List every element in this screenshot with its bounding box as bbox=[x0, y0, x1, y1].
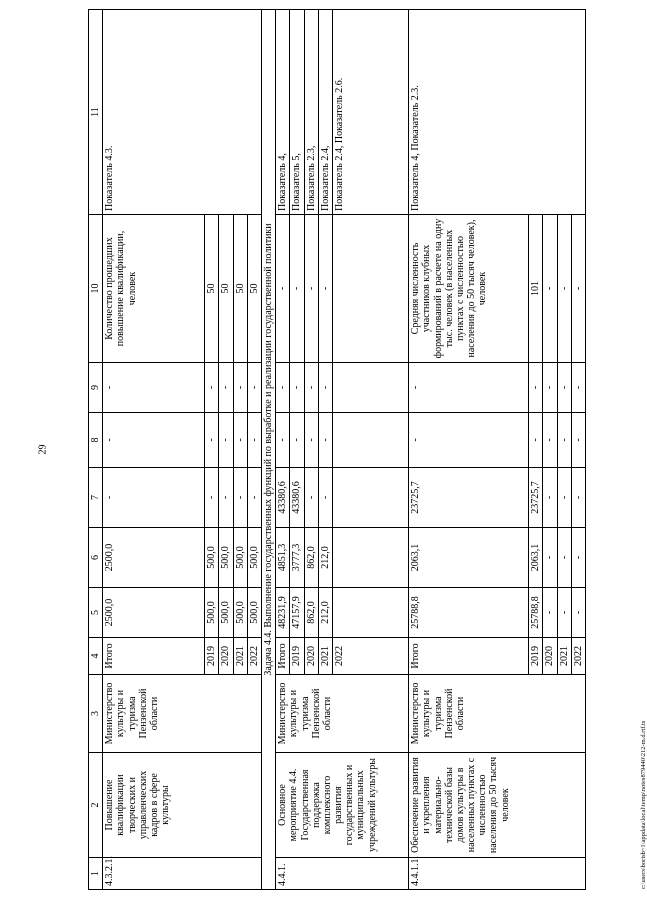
value-cell: - bbox=[557, 468, 571, 528]
period-cell: Итого bbox=[409, 638, 529, 675]
value-cell: - bbox=[276, 413, 290, 468]
value-cell: 47157,9 bbox=[290, 588, 304, 638]
year-cell: 2020 bbox=[543, 638, 557, 675]
value-cell: - bbox=[247, 468, 261, 528]
header-cell: 4 bbox=[89, 638, 103, 675]
header-cell: 9 bbox=[89, 363, 103, 413]
value-cell: - bbox=[557, 363, 571, 413]
value-cell: - bbox=[247, 413, 261, 468]
row-name: Повышение квалификации творческих и управленческих кадров в сфере культуры bbox=[103, 753, 262, 858]
header-cell: 11 bbox=[89, 10, 103, 215]
value-cell: - bbox=[304, 468, 318, 528]
year-cell: 2019 bbox=[529, 638, 543, 675]
value-cell: - bbox=[304, 363, 318, 413]
indicator-ref: Показатель 5, bbox=[290, 10, 304, 215]
value-cell: - bbox=[219, 468, 233, 528]
value-cell: - bbox=[557, 588, 571, 638]
header-cell: 7 bbox=[89, 468, 103, 528]
table-row bbox=[409, 10, 529, 890]
table-row bbox=[276, 10, 290, 890]
value-cell: - bbox=[219, 413, 233, 468]
value-cell: 2500,0 bbox=[103, 588, 205, 638]
value-cell: 500,0 bbox=[233, 588, 247, 638]
value-cell bbox=[332, 215, 408, 363]
value-cell: 862,0 bbox=[304, 588, 318, 638]
value-cell: 500,0 bbox=[205, 528, 219, 588]
value-cell: - bbox=[409, 363, 529, 413]
task-title: Задача 4.4. Выполнение государственных функций по выработке и реализации государственной политики bbox=[261, 10, 275, 890]
value-cell: - bbox=[571, 468, 585, 528]
value-cell: - bbox=[557, 528, 571, 588]
indicator-ref: Показатель 4, Показатель 2.3. bbox=[409, 10, 586, 215]
header-cell: 8 bbox=[89, 413, 103, 468]
value-cell bbox=[332, 413, 408, 468]
value-cell: - bbox=[543, 588, 557, 638]
value-cell: 48231,9 bbox=[276, 588, 290, 638]
value-cell: - bbox=[557, 215, 571, 363]
value-cell: - bbox=[571, 215, 585, 363]
period-cell: Итого bbox=[103, 638, 205, 675]
value-cell: 500,0 bbox=[247, 588, 261, 638]
row-name: Обеспечение развития и укрепления материально-технической базы домов культуры в населенных пунктах с численностью населения до 50 тысяч человек bbox=[409, 753, 586, 858]
row-name: Основное мероприятие 4.4. Государственная поддержка комплексного развития государственных и муниципальных учреждений культуры bbox=[276, 753, 409, 858]
value-cell: 23725,7 bbox=[409, 468, 529, 528]
row-code: 4.4.1.1. bbox=[409, 858, 586, 890]
value-cell: - bbox=[276, 215, 290, 363]
value-cell: 500,0 bbox=[247, 528, 261, 588]
row-executor: Министерство культуры и туризма Пензенской области bbox=[276, 675, 409, 753]
header-cell: 1 bbox=[89, 858, 103, 890]
value-cell: - bbox=[543, 468, 557, 528]
value-cell: 50 bbox=[247, 215, 261, 363]
value-cell: 50 bbox=[233, 215, 247, 363]
value-cell: 4851,3 bbox=[276, 528, 290, 588]
program-table bbox=[88, 9, 586, 890]
value-cell bbox=[332, 468, 408, 528]
value-cell: 500,0 bbox=[205, 588, 219, 638]
header-cell: 3 bbox=[89, 675, 103, 753]
value-cell: - bbox=[233, 468, 247, 528]
value-cell: - bbox=[529, 363, 543, 413]
value-cell: - bbox=[318, 215, 332, 363]
value-cell: 212,0 bbox=[318, 528, 332, 588]
value-cell: - bbox=[571, 413, 585, 468]
value-cell: - bbox=[233, 413, 247, 468]
year-cell: 2020 bbox=[304, 638, 318, 675]
value-cell: - bbox=[103, 413, 205, 468]
header-cell: 2 bbox=[89, 753, 103, 858]
year-cell: 2019 bbox=[205, 638, 219, 675]
value-cell: - bbox=[571, 588, 585, 638]
value-cell: 23725,7 bbox=[529, 468, 543, 528]
year-cell: 2022 bbox=[571, 638, 585, 675]
value-cell: 500,0 bbox=[219, 588, 233, 638]
rotated-page bbox=[88, 10, 647, 890]
value-cell: 2063,1 bbox=[409, 528, 529, 588]
value-cell: - bbox=[233, 363, 247, 413]
value-cell: 3777,3 bbox=[290, 528, 304, 588]
value-cell: - bbox=[543, 413, 557, 468]
year-cell: 2021 bbox=[557, 638, 571, 675]
header-cell: 6 bbox=[89, 528, 103, 588]
indicator-ref: Показатель 4.3. bbox=[103, 10, 262, 215]
value-cell: - bbox=[205, 363, 219, 413]
table-row bbox=[103, 10, 205, 890]
value-cell: 25788,8 bbox=[529, 588, 543, 638]
value-cell: - bbox=[290, 363, 304, 413]
header-row bbox=[89, 10, 103, 890]
value-cell: - bbox=[219, 363, 233, 413]
footer-path: c:\users\borisb~1\appdata\local\temp\notes879440\212-m.d.rtf.ts bbox=[640, 720, 647, 889]
value-cell: 212,0 bbox=[318, 588, 332, 638]
value-cell: - bbox=[290, 413, 304, 468]
value-cell bbox=[332, 588, 408, 638]
value-cell: - bbox=[304, 413, 318, 468]
value-cell: 500,0 bbox=[233, 528, 247, 588]
value-cell: - bbox=[571, 528, 585, 588]
row-executor: Министерство культуры и туризма Пензенской области bbox=[103, 675, 262, 753]
task-row bbox=[261, 10, 275, 890]
value-cell: - bbox=[571, 363, 585, 413]
value-cell: 500,0 bbox=[219, 528, 233, 588]
year-cell: 2022 bbox=[332, 638, 408, 675]
indicator-ref: Показатель 2.3, bbox=[304, 10, 318, 215]
value-cell: 50 bbox=[205, 215, 219, 363]
value-cell: 43380,6 bbox=[290, 468, 304, 528]
value-cell: 862,0 bbox=[304, 528, 318, 588]
value-cell: - bbox=[276, 363, 290, 413]
indicator-ref: Показатель 4, bbox=[276, 10, 290, 215]
value-cell: 25788,8 bbox=[409, 588, 529, 638]
value-cell: - bbox=[205, 413, 219, 468]
value-cell: - bbox=[318, 363, 332, 413]
indicator-cell: Средняя численность участников клубных формирований в расчете на одну тыс. человек (в населенных пунктах с численностью населения до 50 тысяч человек), человек bbox=[409, 215, 529, 363]
value-cell: 50 bbox=[219, 215, 233, 363]
row-code: 4.3.2.1. bbox=[103, 858, 262, 890]
value-cell: - bbox=[543, 528, 557, 588]
value-cell bbox=[332, 528, 408, 588]
value-cell: 2500,0 bbox=[103, 528, 205, 588]
value-cell: - bbox=[318, 468, 332, 528]
value-cell: - bbox=[304, 215, 318, 363]
value-cell bbox=[332, 363, 408, 413]
value-cell: - bbox=[103, 468, 205, 528]
value-cell: - bbox=[557, 413, 571, 468]
row-code: 4.4.1. bbox=[276, 858, 409, 890]
indicator-cell: Количество прошедших повышение квалификации, человек bbox=[103, 215, 205, 363]
header-cell: 10 bbox=[89, 215, 103, 363]
value-cell: - bbox=[103, 363, 205, 413]
value-cell: - bbox=[543, 215, 557, 363]
value-cell: - bbox=[543, 363, 557, 413]
value-cell: 101 bbox=[529, 215, 543, 363]
year-cell: 2022 bbox=[247, 638, 261, 675]
value-cell: - bbox=[318, 413, 332, 468]
page-number: 29 bbox=[37, 444, 49, 455]
row-executor: Министерство культуры и туризма Пензенской области bbox=[409, 675, 586, 753]
value-cell: - bbox=[247, 363, 261, 413]
year-cell: 2021 bbox=[318, 638, 332, 675]
value-cell: 2063,1 bbox=[529, 528, 543, 588]
value-cell: - bbox=[290, 215, 304, 363]
value-cell: - bbox=[409, 413, 529, 468]
indicator-ref: Показатель 2.4, bbox=[318, 10, 332, 215]
indicator-ref: Показатель 2.4, Показатель 2.6. bbox=[332, 10, 408, 215]
year-cell: 2021 bbox=[233, 638, 247, 675]
period-cell: Итого bbox=[276, 638, 290, 675]
value-cell: - bbox=[205, 468, 219, 528]
year-cell: 2020 bbox=[219, 638, 233, 675]
year-cell: 2019 bbox=[290, 638, 304, 675]
header-cell: 5 bbox=[89, 588, 103, 638]
value-cell: 43380,6 bbox=[276, 468, 290, 528]
value-cell: - bbox=[529, 413, 543, 468]
